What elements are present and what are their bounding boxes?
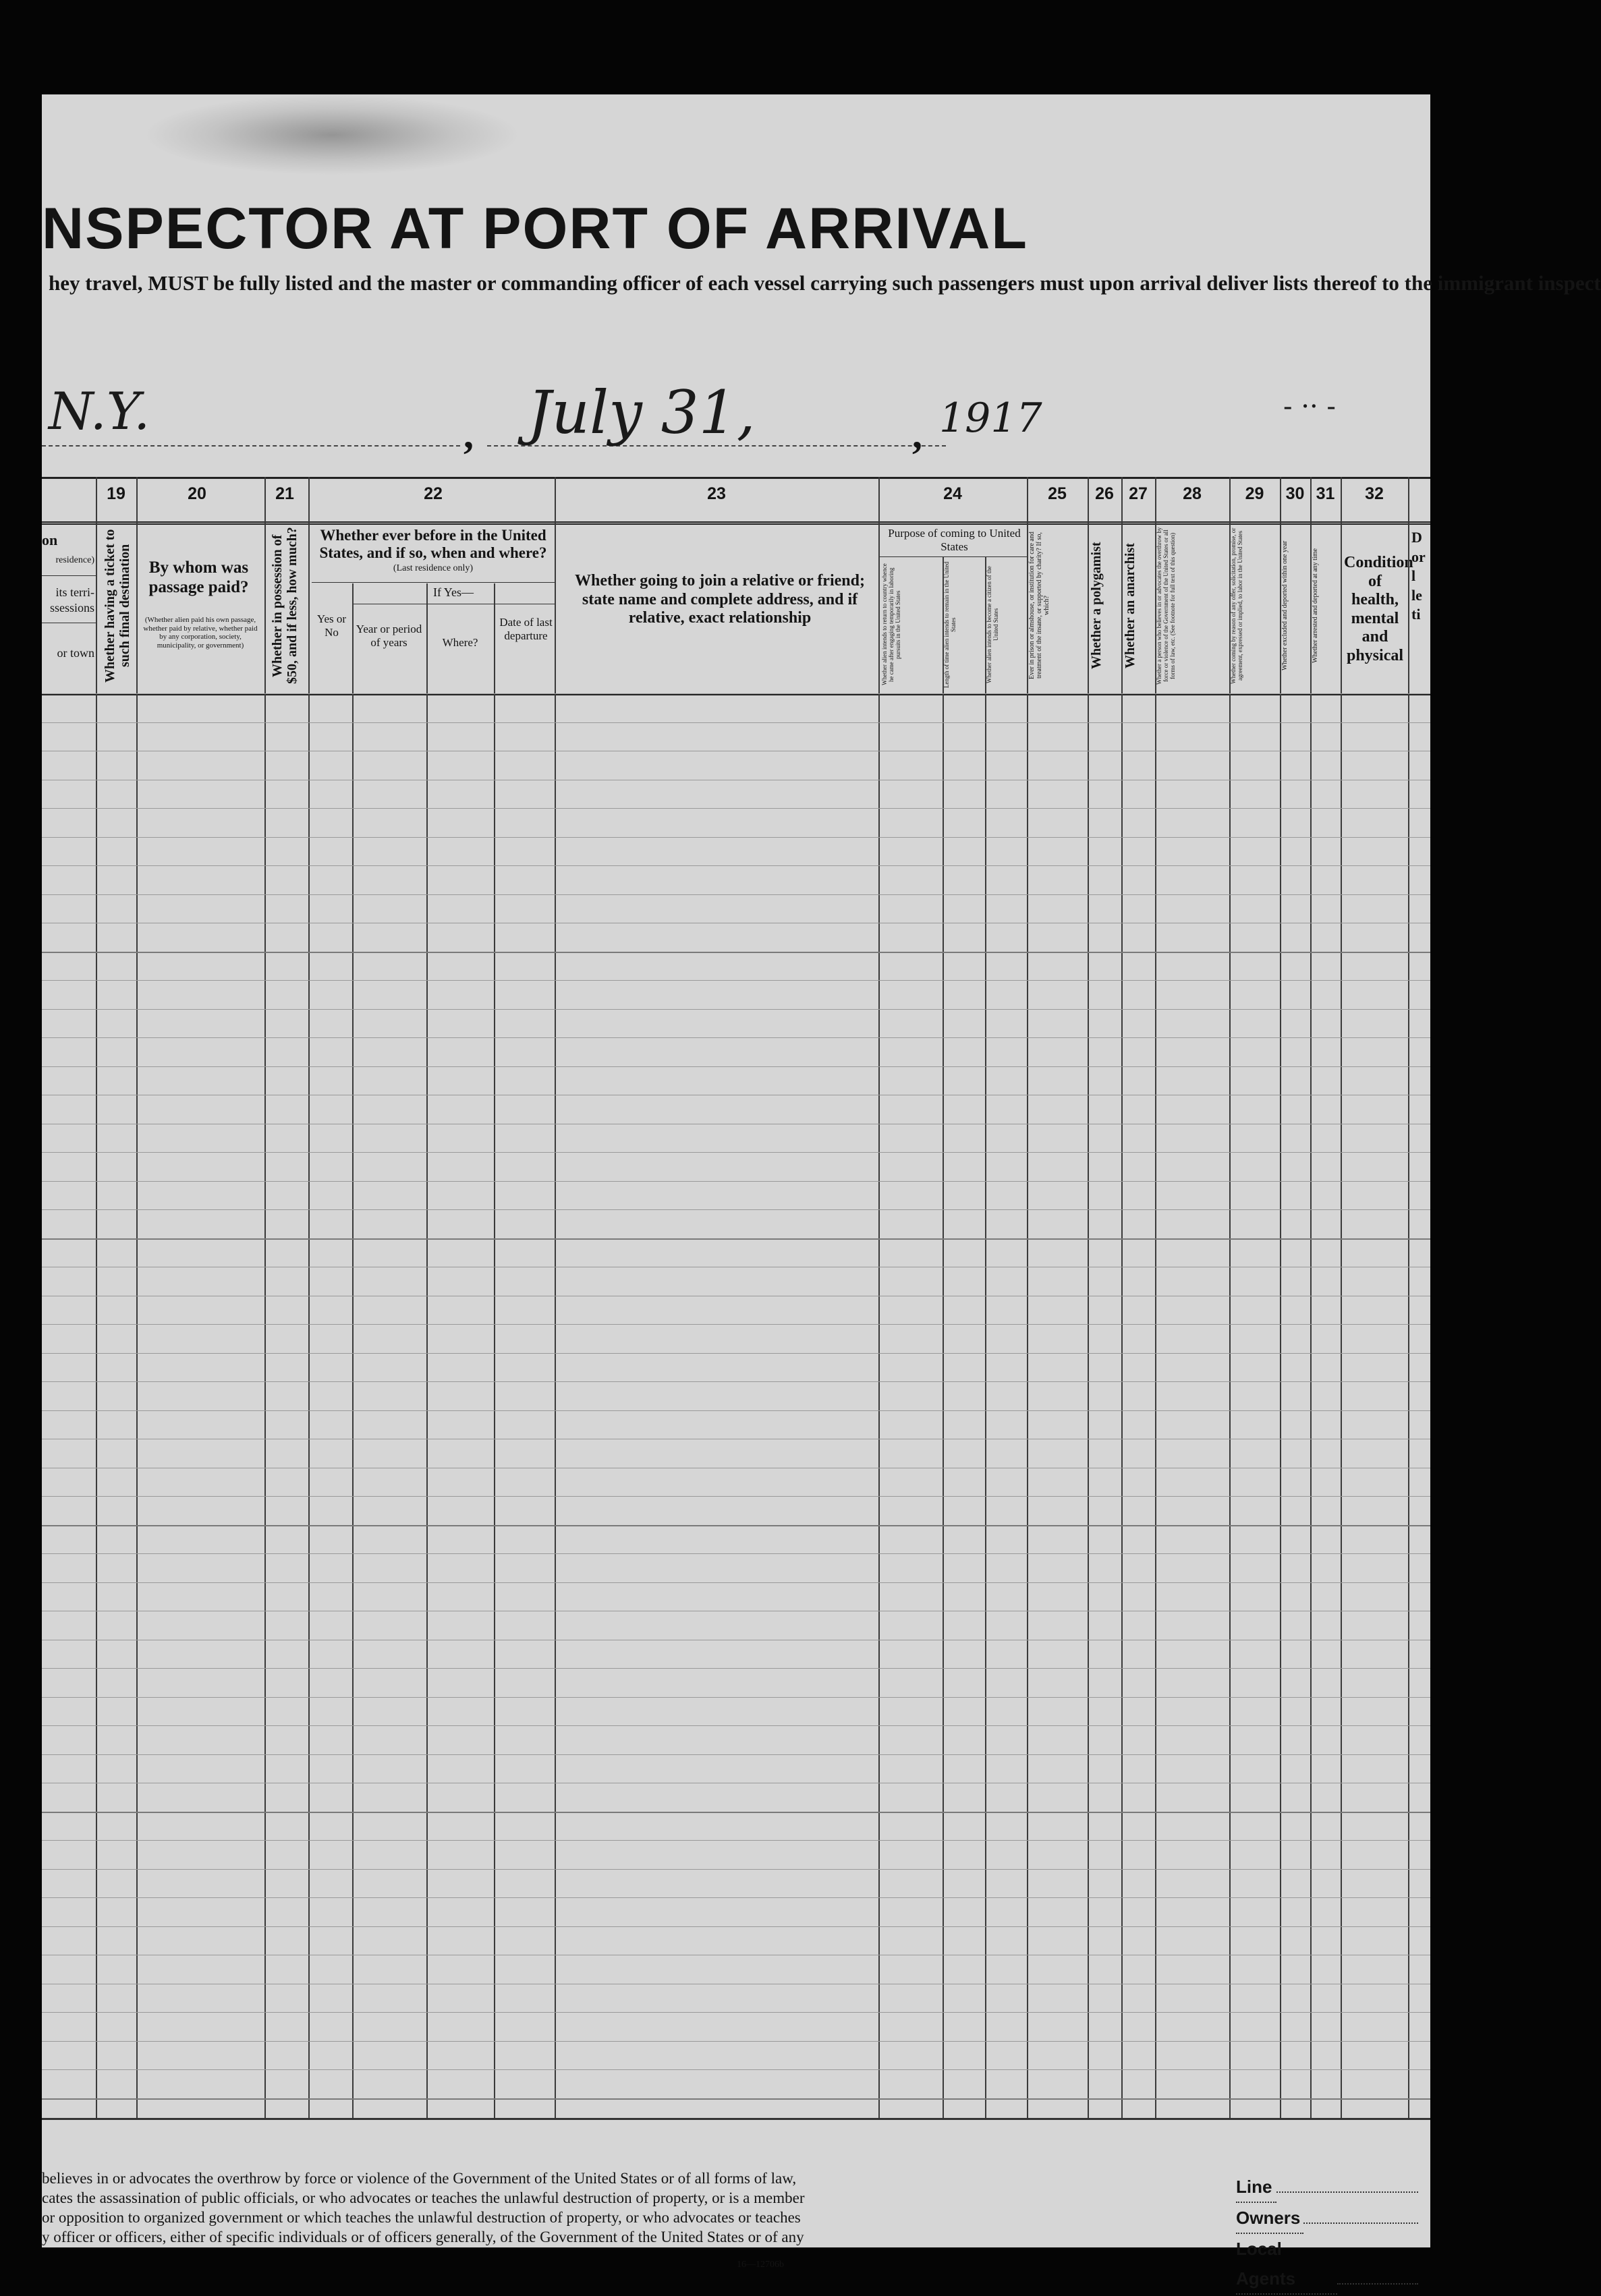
header-where: Where? [442, 636, 478, 649]
header-if-yes: If Yes— [432, 585, 474, 599]
row-rule [42, 1582, 1430, 1583]
row-rule [42, 1668, 1430, 1669]
row-rule [42, 1324, 1430, 1325]
col-num-28: 28 [1183, 484, 1202, 503]
column-rule [1155, 477, 1156, 2118]
row-rule [42, 894, 1430, 895]
column-rule [555, 477, 556, 2118]
scan-smudge [143, 94, 521, 175]
column-rule [264, 477, 266, 2118]
col-num-21: 21 [275, 484, 294, 503]
column-rule [943, 556, 944, 2118]
header-ticket: Whether having a ticket to such final destination [103, 529, 132, 683]
col-num-27: 27 [1129, 484, 1148, 503]
row-rule [42, 1496, 1430, 1497]
column-rule [985, 556, 986, 2118]
col-num-25: 25 [1048, 484, 1067, 503]
instruction-line: hey travel, MUST be fully listed and the master or commanding officer of each vessel carrying such passengers must upon arrival deliver lists thereof to the immigrant inspect [49, 271, 1601, 295]
header-last-departure: Date of last departure [499, 616, 553, 642]
column-rule [1121, 477, 1123, 2118]
header-arrested: Whether arrested and deported at any time [1312, 548, 1319, 663]
row-rule [42, 837, 1430, 838]
row-rule [42, 2069, 1430, 2070]
row-rule [42, 952, 1430, 953]
row-rule [42, 693, 1430, 694]
row-rule [42, 1037, 1430, 1038]
header-passage-paid: By whom was passage paid? [148, 558, 249, 596]
column-rule [1408, 477, 1409, 2118]
column-rule [308, 477, 310, 2118]
header-year-period: Year or period of years [356, 623, 422, 649]
column-rule [1280, 477, 1281, 2118]
row-rule [42, 1897, 1430, 1898]
col-num-32: 32 [1365, 484, 1384, 503]
column-rule [1088, 477, 1089, 2118]
col-num-31: 31 [1316, 484, 1335, 503]
row-rule [42, 1410, 1430, 1411]
col-num-23: 23 [707, 484, 726, 503]
column-headers: on residence) its terri- ssessions or town Whether having a ticket to such final destination By whom was passage paid? (Whether alien paid his own passage, whether paid by relative, whether paid by any corporation, society, municipality, or government) Whether in possession of $50, and if less, how much? Whether ever before in the United States, and if so, when and where? (Last residence only) If Yes— Yes or No Year or period of years Where? Date of last departure Whether going to join a relative or friend; state name and complete address, and if relative, exact relationship Purpose of coming to United States Whether alien intends to return to country whence he came after engaging temporarily in laboring pursuits in the United States Length of time alien intends to remain in the United States Whether alien intends to become a citizen of the United States Ever in prison or almshouse, or institution for care and treatment of the insane, or supported by charity? If so, which? Whether a polygamist Whether an anarchist Whether a person who believes in or advocates the overthrow by force or violence of the Government of the United States or all forms of law, etc. (See footnote for full text of this question) Whether coming by reason of any offer, solicitation, promise, or agreement, expressed or implied, to labor in the United States Whether excluded and deported within one year Whether arrested and deported at any time Condition of health, mental and physical D or l le ti [42, 521, 1430, 695]
header-ever-before: Whether ever before in the United States, and if so, when and where? [319, 527, 547, 562]
row-rule [42, 2012, 1430, 2013]
row-rule [42, 1812, 1430, 1813]
col-num-20: 20 [188, 484, 206, 503]
row-rule [42, 1152, 1430, 1153]
line-owners-agents: Line Owners Local Agents [1236, 2172, 1418, 2295]
col-num-30: 30 [1285, 484, 1305, 503]
col-num-19: 19 [107, 484, 125, 503]
col-num-22: 22 [424, 484, 443, 503]
column-rule [494, 583, 495, 2118]
column-rule [878, 477, 880, 2118]
header-prison: Ever in prison or almshouse, or institution for care and treatment of the insane, or supported by charity? If so, which? [1028, 532, 1050, 680]
column-rule [1310, 477, 1312, 2118]
form-serial: 16—12706b [737, 2260, 784, 2270]
row-rule [42, 1181, 1430, 1182]
header-purpose-length: Length of time alien intends to remain in the United States [943, 561, 957, 688]
footer-footnote: believes in or advocates the overthrow by force or violence of the Government of the United States or of all forms of law, cates the assassination of public officials, or who advocates or teaches the unlawful destruction of property, or is a member or opposition to organized government or which teaches the unlawful destruction of property, or who advocates or teaches y officer or officers, either of specific individuals or of officers generally, of the Government of the United States or of any [42, 2170, 805, 2245]
row-rule [42, 1353, 1430, 1354]
column-rule [352, 583, 354, 2118]
row-rule [42, 722, 1430, 723]
row-rule [42, 1869, 1430, 1870]
column-rule [1341, 477, 1342, 2118]
header-passage-note: (Whether alien paid his own passage, whether paid by relative, whether paid by any corporation, society, municipality, or government) [143, 616, 258, 650]
header-partial-right: D or l le ti [1411, 529, 1426, 623]
row-rule [42, 1525, 1430, 1526]
dash-mark: - ·· - [1283, 391, 1336, 422]
column-rule [96, 477, 97, 2118]
row-rule [42, 2041, 1430, 2042]
header-purpose: Purpose of coming to United States [888, 527, 1021, 553]
handwritten-date: July 31, [528, 378, 756, 447]
column-rule [1229, 477, 1231, 2118]
column-rule [136, 477, 138, 2118]
header-labor-offer: Whether coming by reason of any offer, solicitation, promise, or agreement, expressed or implied, to labor in the United States [1230, 527, 1243, 684]
handwritten-port: N.Y. [49, 381, 150, 441]
header-polygamist: Whether a polygamist [1089, 542, 1104, 670]
row-rule [42, 1381, 1430, 1382]
row-rule [42, 1238, 1430, 1240]
row-rule [42, 1553, 1430, 1554]
row-rule [42, 1209, 1430, 1210]
header-purpose-return: Whether alien intends to return to country whence he came after engaging temporarily in laboring pursuits in the United States [881, 563, 901, 686]
header-fifty-dollars: Whether in possession of $50, and if less, how much? [270, 527, 300, 685]
header-purpose-citizen: Whether alien intends to become a citizen of the United States [986, 566, 999, 683]
header-last-residence: (Last residence only) [393, 563, 474, 573]
row-rule [42, 1840, 1430, 1841]
row-rule [42, 1754, 1430, 1755]
port-line [42, 445, 460, 447]
row-rule [42, 1926, 1430, 1927]
col-num-24: 24 [943, 484, 962, 503]
header-excluded: Whether excluded and deported within one year [1281, 540, 1289, 671]
header-join-relative: Whether going to join a relative or friend; state name and complete address, and if relative, exact relationship [575, 572, 865, 627]
col-num-26: 26 [1095, 484, 1114, 503]
header-overthrow: Whether a person who believes in or advocates the overthrow by force or violence of the Government of the United States or all forms of law, etc. (See footnote for full text of this question) [1156, 527, 1176, 685]
row-rule [42, 1697, 1430, 1698]
page-title: NSPECTOR AT PORT OF ARRIVAL [42, 196, 1028, 261]
header-anarchist: Whether an anarchist [1123, 543, 1137, 668]
row-rule [42, 2098, 1430, 2100]
manifest-sheet: NSPECTOR AT PORT OF ARRIVAL hey travel, MUST be fully listed and the master or commanding officer of each vessel carrying such passengers must upon arrival deliver lists thereof to the immigrant inspect N.Y. , July 31, , 1917 - ·· - 19 20 21 22 23 24 25 26 27 28 29 30 31 32 on residence) its terri- ssessions or town Whether having a ticket to such final destination By whom was passage paid? (Whether alien paid his own passage, whether paid by relative, whether paid by any corporation, society, municipality, or government) Whether in possession of $50, and if less, how much? Whether ever before in the United States, and if so, when and where? (Last residence only) If Yes— Yes or No Year or period of years Where? Date of last departure Whether going to join a relative or friend; state name and complete address, and if relative, exact relationship Purpose of coming to United States Whether alien intends to return to country whence he came after engaging temporarily in laboring pursuits in the United States Length of time alien intends to remain in the United States Whether alien intends to become a citizen of the United States Ever in prison or almshouse, or institution for care and treatment of the insane, or supported by charity? If so, which? Whether a polygamist Whether an anarchist Whether a person who believes in or advocates the overthrow by force or violence of the Government of the United States or all forms of law, etc. (See footnote for full text of this question) Whether coming by reason of any offer, solicitation, promise, or agreement, expressed or implied, to labor in the United States Whether excluded and deported within one year Whether arrested and deported at any time Condition of health, mental and physical D or l le ti believes in or advocates the overthrow by force or violence of the Government of the United States or of all forms of law, cates the assassination of public officials, or who advocates or teaches the unlawful destruction of property, or is a member or opposition to organized government or which teaches the unlawful destruction of property, or who advocates or teaches y officer or officers, either of specific individuals or of officers generally, of the Government of the United States or of any 16—12706b Line Owners Local Agents [42, 94, 1430, 2247]
row-rule [42, 1009, 1430, 1010]
row-rule [42, 865, 1430, 866]
row-rule [42, 808, 1430, 809]
header-health: Condition of health, mental and physical [1344, 554, 1413, 664]
column-rule [426, 583, 428, 2118]
row-rule [42, 1066, 1430, 1067]
column-number-row [42, 477, 1430, 525]
table-bottom-rule [42, 2118, 1430, 2120]
year: 1917 [939, 395, 1042, 442]
col-num-29: 29 [1245, 484, 1264, 503]
row-rule [42, 980, 1430, 981]
header-yes-no: Yes or No [316, 612, 347, 639]
row-rule [42, 1725, 1430, 1726]
column-rule [1027, 477, 1028, 2118]
